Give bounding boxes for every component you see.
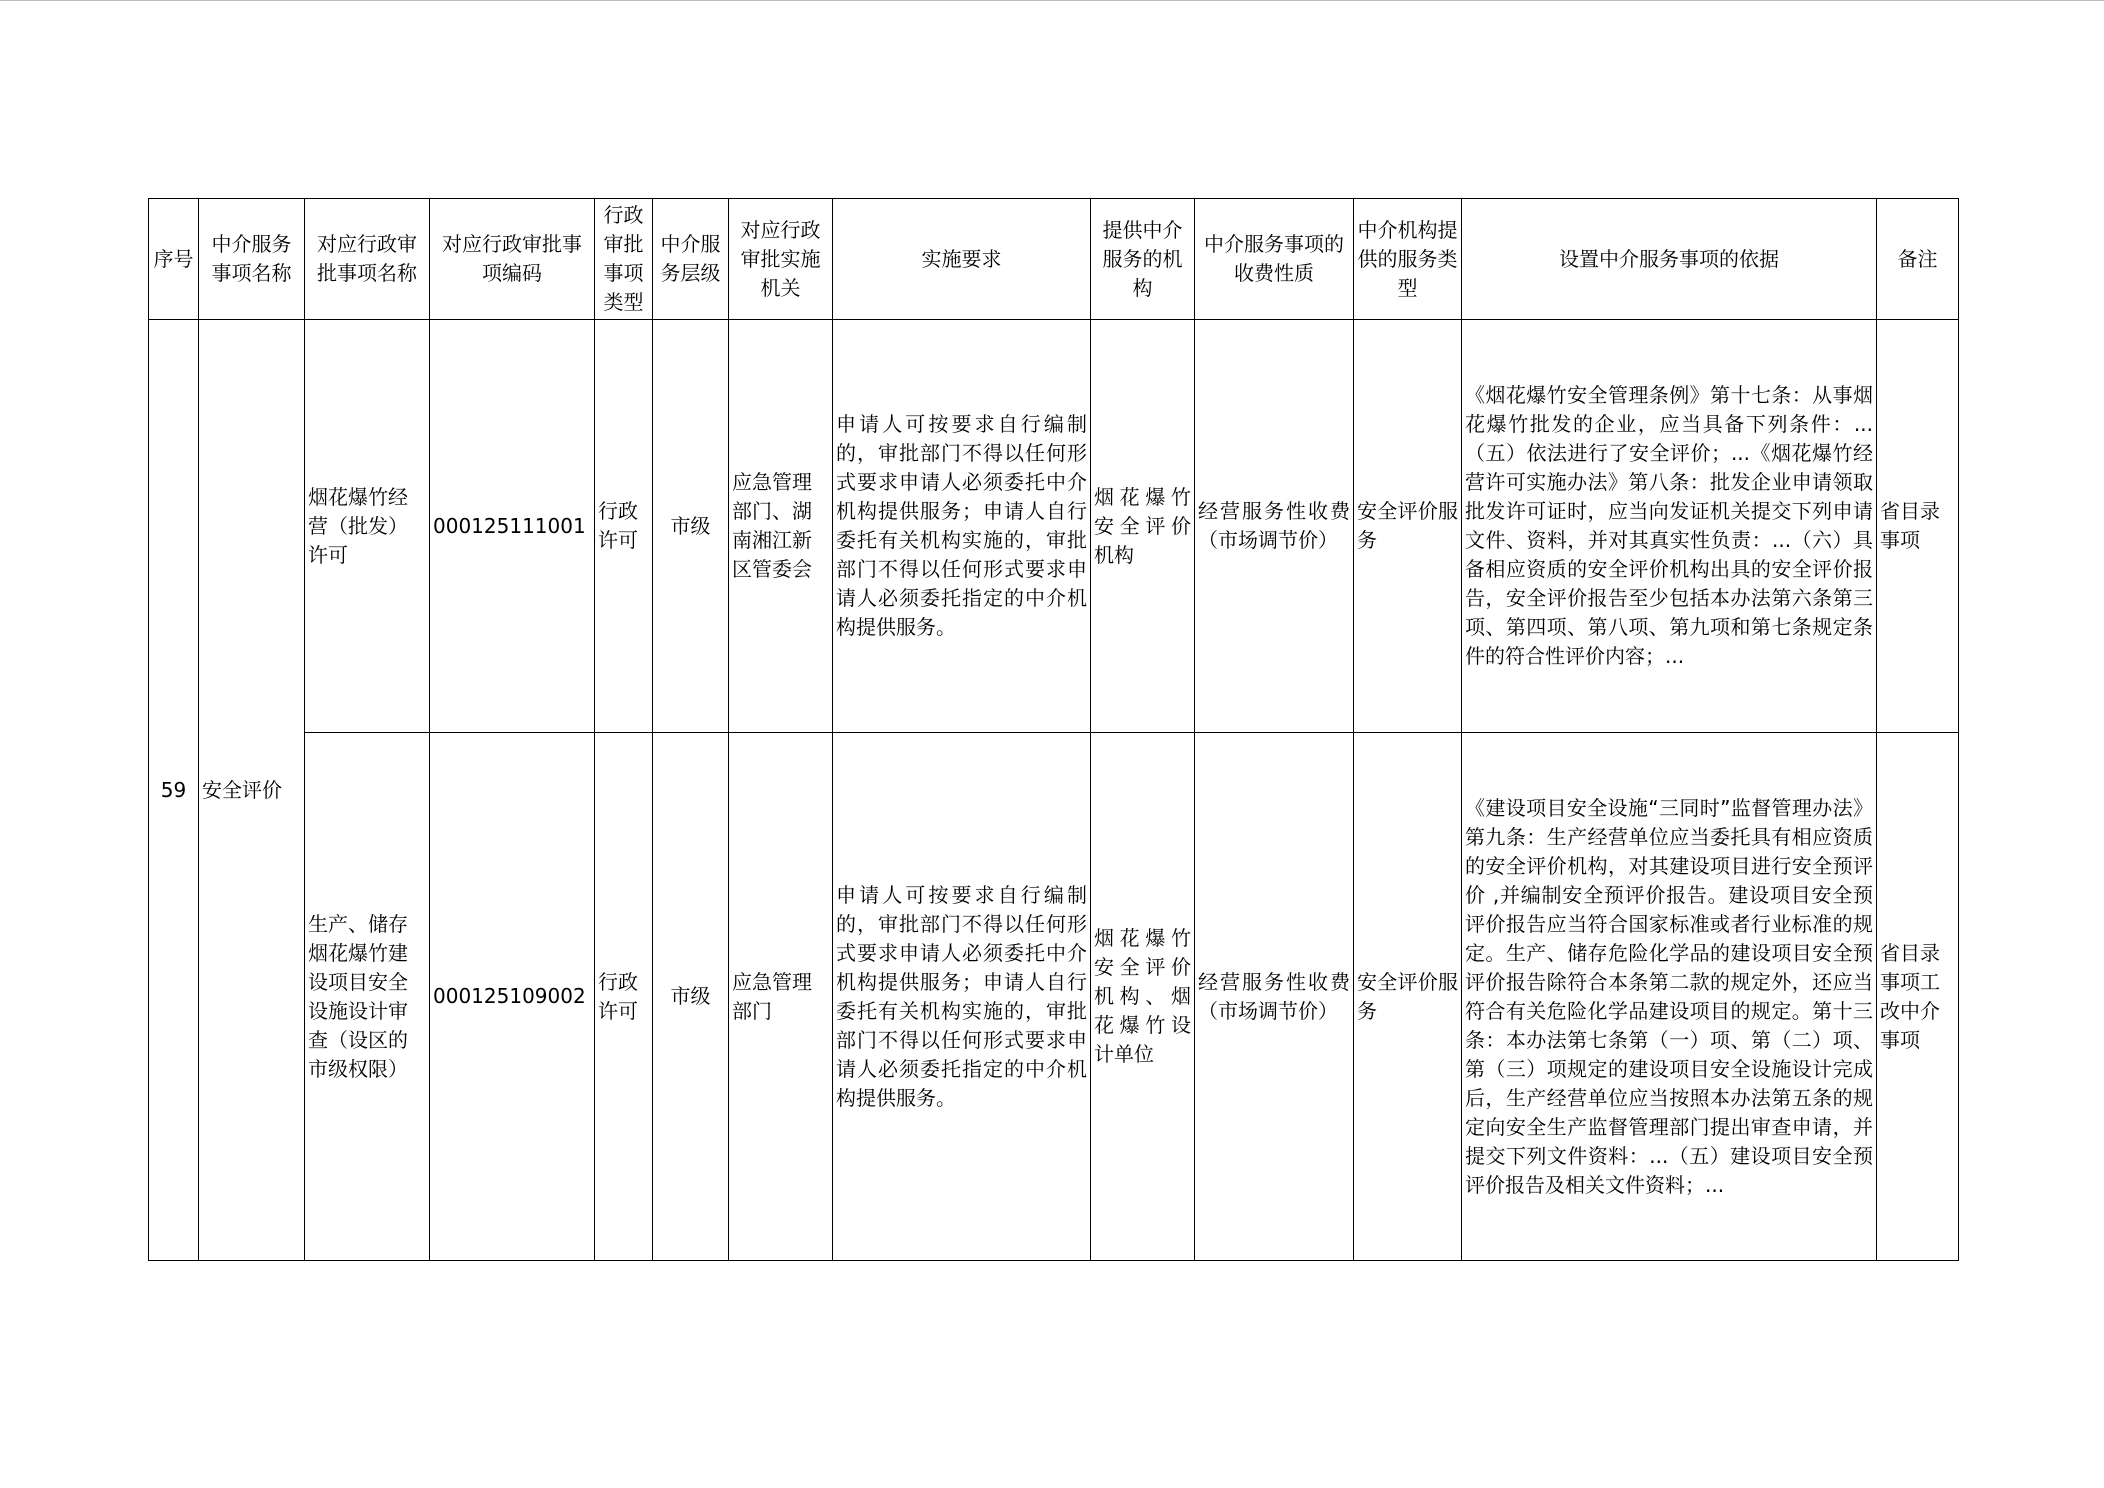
header-service-name: 中介服务事项名称 — [199, 199, 305, 320]
header-service-type: 中介机构提供的服务类型 — [1354, 199, 1462, 320]
header-requirement: 实施要求 — [833, 199, 1091, 320]
service-level-cell: 市级 — [653, 320, 729, 733]
header-basis: 设置中介服务事项的依据 — [1462, 199, 1877, 320]
service-type-cell: 安全评价服务 — [1354, 733, 1462, 1261]
requirement-cell: 申请人可按要求自行编制的，审批部门不得以任何形式要求申请人必须委托中介机构提供服务；申请人自行委托有关机构实施的，审批部门不得以任何形式要求申请人必须委托指定的中介机构提供服务。 — [833, 733, 1091, 1261]
header-approval-type: 行政审批事项类型 — [595, 199, 653, 320]
header-service-level: 中介服务层级 — [653, 199, 729, 320]
service-type-cell: 安全评价服务 — [1354, 320, 1462, 733]
header-remark: 备注 — [1877, 199, 1959, 320]
basis-cell: 《建设项目安全设施“三同时”监督管理办法》第九条：生产经营单位应当委托具有相应资质的安全评价机构，对其建设项目进行安全预评价 ,并编制安全预评价报告。建设项目安全预评价报告应当符合国家标准或者行业标准的规定。生产、储存危险化学品的建设项目安全预评价报告除符合本条第二款的规定外，还应当符合有关危险化学品建设项目的规定。第十三条：本办法第七条第（一）项、第（二）项、第（三）项规定的建设项目安全设施设计完成后，生产经营单位应当按照本办法第五条的规定向安全生产监督管理部门提出审查申请，并提交下列文件资料：...（五）建设项目安全预评价报告及相关文件资料；... — [1462, 733, 1877, 1261]
provider-cell: 烟花爆竹安全评价机构 — [1091, 320, 1195, 733]
approval-code-cell: 000125111001 — [430, 320, 595, 733]
service-level-cell: 市级 — [653, 733, 729, 1261]
requirement-cell: 申请人可按要求自行编制的，审批部门不得以任何形式要求申请人必须委托中介机构提供服务；申请人自行委托有关机构实施的，审批部门不得以任何形式要求申请人必须委托指定的中介机构提供服务。 — [833, 320, 1091, 733]
page-top-border — [0, 0, 2104, 1]
approval-type-cell: 行政许可 — [595, 733, 653, 1261]
header-row — [149, 199, 1959, 320]
basis-cell: 《烟花爆竹安全管理条例》第十七条：从事烟花爆竹批发的企业，应当具备下列条件：...（五）依法进行了安全评价；...《烟花爆竹经营许可实施办法》第八条：批发企业申请领取批发许可证时，应当向发证机关提交下列申请文件、资料，并对其真实性负责：...（六）具备相应资质的安全评价机构出具的安全评价报告，安全评价报告至少包括本办法第六条第三项、第四项、第八项、第九项和第七条规定条件的符合性评价内容；... — [1462, 320, 1877, 733]
remark-cell: 省目录事项工改中介事项 — [1877, 733, 1959, 1261]
agency-cell: 应急管理部门 — [729, 733, 833, 1261]
header-seq: 序号 — [149, 199, 199, 320]
approval-code-cell: 000125109002 — [430, 733, 595, 1261]
seq-cell: 59 — [149, 320, 199, 1261]
approval-name-cell: 生产、储存烟花爆竹建设项目安全设施设计审查（设区的市级权限） — [305, 733, 430, 1261]
header-agency: 对应行政审批实施机关 — [729, 199, 833, 320]
approval-name-cell: 烟花爆竹经营（批发）许可 — [305, 320, 430, 733]
header-approval-name: 对应行政审批事项名称 — [305, 199, 430, 320]
table-row — [149, 733, 1959, 1261]
header-provider: 提供中介服务的机构 — [1091, 199, 1195, 320]
intermediary-services-table — [148, 198, 1959, 1261]
approval-type-cell: 行政许可 — [595, 320, 653, 733]
service-name-cell: 安全评价 — [199, 320, 305, 1261]
header-fee: 中介服务事项的收费性质 — [1195, 199, 1354, 320]
agency-cell: 应急管理部门、湖南湘江新区管委会 — [729, 320, 833, 733]
header-approval-code: 对应行政审批事项编码 — [430, 199, 595, 320]
provider-cell: 烟花爆竹安全评价机构、烟花爆竹设计单位 — [1091, 733, 1195, 1261]
fee-cell: 经营服务性收费（市场调节价） — [1195, 733, 1354, 1261]
remark-cell: 省目录事项 — [1877, 320, 1959, 733]
fee-cell: 经营服务性收费（市场调节价） — [1195, 320, 1354, 733]
table-row — [149, 320, 1959, 733]
